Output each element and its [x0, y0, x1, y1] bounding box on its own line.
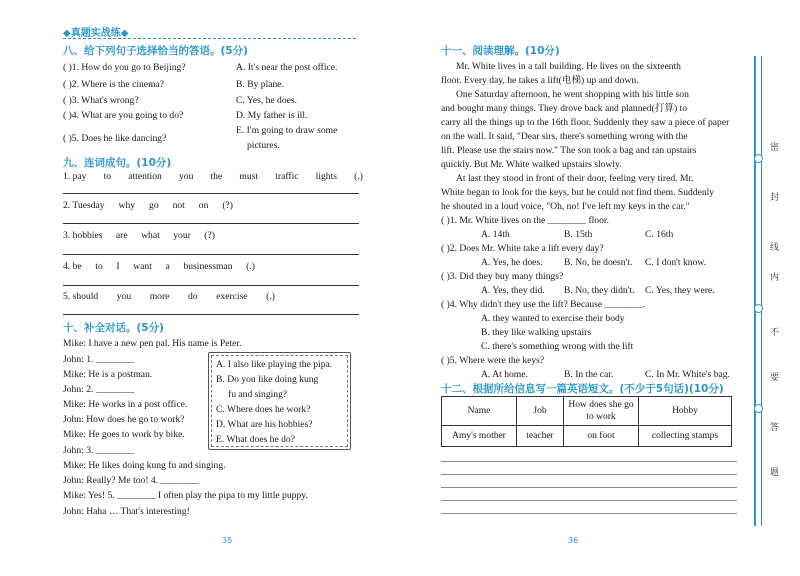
seal-char: 线 [770, 243, 780, 253]
cell-job: teacher [517, 426, 564, 447]
s8-b: B. By plane. [236, 79, 284, 90]
passage-line8: quickly. But Mr. White walked upstairs slowly. [441, 159, 622, 170]
s8-q2: ( )2. Where is the cinema? [63, 79, 165, 90]
s11-q5-b: B. In the car. [564, 369, 614, 380]
s11-q2-b: B. No, he doesn't. [564, 257, 633, 268]
seal-char: 密 [770, 143, 780, 153]
s11-q4-b: B. they like walking upstairs [481, 327, 592, 338]
s8-d: D. My father is ill. [236, 110, 308, 121]
s9-item5: 5. should you more do exercise (.) [63, 291, 275, 302]
seal-char: 不 [770, 328, 780, 338]
passage-line5: carry all the things up to the 16th floor. Suddenly they saw a piece of paper [441, 117, 730, 128]
s10-opt-b: B. Do you like doing kung [216, 374, 319, 385]
s10-opt-a: A. I also like playing the pipa. [216, 359, 333, 370]
header-hobby: Hobby [639, 397, 732, 426]
s9-item1: 1. pay to attention you the must traffic lights (.) [63, 171, 363, 182]
s11-q2-a: A. Yes, he does. [481, 257, 543, 268]
seal-char: 要 [770, 373, 780, 383]
seal-char: 封 [770, 193, 780, 203]
s10-line10: John: Really? Me too! 4. ________ [63, 475, 199, 486]
passage-line3: One Saturday afternoon, he went shopping with his little son [456, 89, 689, 100]
binding-dot [754, 154, 763, 163]
s9-item3: 3. hobbies are what your (?) [63, 230, 215, 241]
section9-title: 九、连词成句。(10分) [63, 157, 172, 169]
writing-line[interactable] [441, 487, 737, 488]
s9-answer-line3[interactable] [63, 254, 359, 255]
seal-char: 题 [770, 468, 780, 478]
s10-line1: Mike: I have a new pen pal. His name is Peter. [63, 338, 242, 349]
binding-line-inner [761, 56, 762, 526]
page-number-right: 36 [568, 536, 579, 545]
s11-q1-a: A. 14th [481, 229, 510, 240]
s10-opt-d: D. What are his hobbies? [216, 419, 313, 430]
s11-q3: ( )3. Did they buy many things? [441, 271, 564, 282]
s8-q4: ( )4. What are you going to do? [63, 110, 184, 121]
cell-how: on foot [564, 426, 639, 447]
s8-c: C. Yes, he does. [236, 95, 298, 106]
s11-q4-a: A. they wanted to exercise their body [481, 313, 625, 324]
cell-hobby: collecting stamps [639, 426, 732, 447]
s10-line7: Mike: He goes to work by bike. [63, 429, 185, 440]
s11-q1: ( )1. Mr. White lives on the ________ floor. [441, 215, 609, 226]
seal-char: 答 [770, 423, 780, 433]
s10-line5: Mike: He works in a post office. [63, 399, 188, 410]
s11-q2: ( )2. Does Mr. White take a lift every day? [441, 243, 604, 254]
writing-line[interactable] [441, 513, 737, 514]
writing-line[interactable] [441, 500, 737, 501]
s11-q4: ( )4. Why didn't they use the lift? Because ________. [441, 299, 646, 310]
table-row [442, 426, 732, 447]
s8-e: E. I'm going to draw some [236, 125, 338, 136]
s9-answer-line2[interactable] [63, 223, 359, 224]
info-table [441, 396, 732, 447]
s10-line6: John: How does he go to work? [63, 414, 185, 425]
cell-name: Amy's mother [442, 426, 517, 447]
s8-e-cont: pictures. [247, 140, 280, 151]
header-name: Name [442, 397, 517, 426]
s11-q2-c: C. I don't know. [645, 257, 707, 268]
s11-q1-c: C. 16th [645, 229, 674, 240]
s11-q4-c: C. there's something wrong with the lift [481, 341, 634, 352]
passage-line9: At last they stood in front of their door, feeling very tired. Mr. [456, 173, 694, 184]
page-number-left: 35 [222, 536, 233, 545]
s11-q3-c: C. Yes, they were. [645, 285, 715, 296]
binding-dot [754, 304, 763, 313]
s10-line8: John: 3. ________ [63, 445, 135, 456]
header-job: Job [517, 397, 564, 426]
header-how: How does she go to work [564, 397, 639, 426]
section12-title: 十二、根据所给信息写一篇英语短文。(不少于5句话)(10分) [441, 383, 724, 395]
s10-line3: Mike: He is a postman. [63, 369, 153, 380]
binding-dot [754, 404, 763, 413]
s10-line4: John: 2. ________ [63, 384, 135, 395]
s10-line12: John: Haha … That's interesting! [63, 506, 190, 517]
s8-q3: ( )3. What's wrong? [63, 95, 139, 106]
s10-opt-e: E. What does he do? [216, 434, 295, 445]
s11-q3-a: A. Yes, they did. [481, 285, 545, 296]
s10-line11: Mike: Yes! 5. ________ I often play the pipa to my little puppy. [63, 490, 308, 501]
writing-line[interactable] [441, 474, 737, 475]
s10-opt-b-cont: fu and singing? [228, 389, 288, 400]
passage-line11: he shouted in a loud voice, "Oh, no! I've left my keys in the car." [441, 201, 690, 212]
s11-q5-a: A. At home. [481, 369, 528, 380]
passage-line4: and bought many things. They drove back and planned(打算) to [441, 103, 688, 114]
section8-title: 八、给下列句子选择恰当的答语。(5分) [63, 45, 248, 57]
section11-title: 十一、阅读理解。(10分) [441, 45, 560, 57]
passage-line10: White began to look for the keys, but he could not find them. Suddenly [441, 187, 715, 198]
passage-line7: lift. Please use the stairs now." The son took a bag and ran upstairs [441, 145, 697, 156]
s9-answer-line4[interactable] [63, 285, 359, 286]
s10-line9: Mike: He likes doing kung fu and singing. [63, 460, 226, 471]
s9-answer-line5[interactable] [63, 314, 359, 315]
s10-opt-c: C. Where does he work? [216, 404, 311, 415]
s8-q5: ( )5. Does he like dancing? [63, 133, 167, 144]
binding-line [754, 56, 756, 526]
passage-line1: Mr. White lives in a tall building. He lives on the sixteenth [456, 61, 681, 72]
s8-a: A. It's near the post office. [236, 62, 338, 73]
s11-q5-c: C. In Mr. White's bag. [645, 369, 730, 380]
seal-char: 内 [770, 273, 780, 283]
section10-title: 十、补全对话。(5分) [63, 322, 164, 334]
banner: ◆真题实战练◆ [63, 28, 129, 39]
table-header-row [442, 397, 732, 426]
passage-line2: floor. Every day, he takes a lift(电梯) up and down. [441, 75, 639, 86]
passage-line6: on the wall. It said, "Dear sirs, there's something wrong with the [441, 131, 688, 142]
s9-item2: 2. Tuesday why go not on (?) [63, 200, 233, 211]
s11-q5: ( )5. Where were the keys? [441, 355, 545, 366]
s9-item4: 4. be to I want a businessman (.) [63, 261, 255, 272]
s11-q1-b: B. 15th [564, 229, 593, 240]
s11-q3-b: B. No, they didn't. [564, 285, 635, 296]
writing-line[interactable] [441, 461, 737, 462]
s9-answer-line1[interactable] [63, 193, 359, 194]
banner-divider [63, 38, 356, 39]
s8-q1: ( )1. How do you go to Beijing? [63, 62, 186, 73]
s10-line2: John: 1. ________ [63, 354, 135, 365]
